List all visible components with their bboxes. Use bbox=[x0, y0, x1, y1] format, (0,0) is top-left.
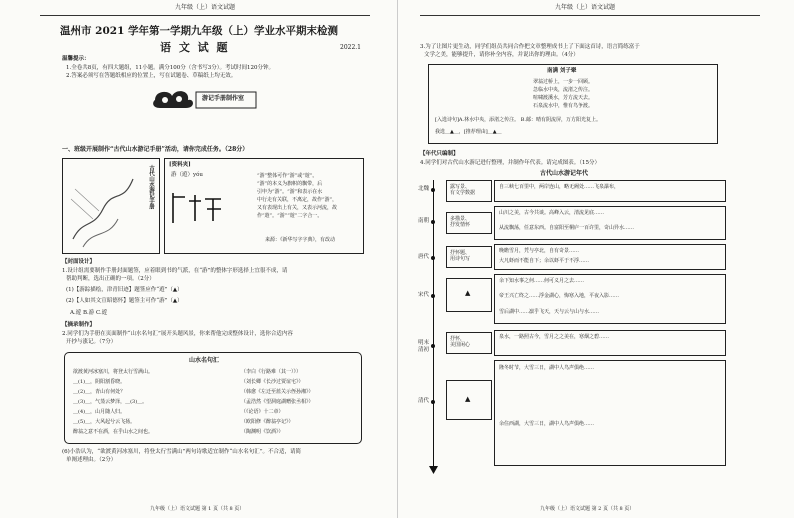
option-line: (2)【人如其文宣昭德怀】题签主可作“游”（▲） bbox=[66, 298, 183, 304]
entry-box bbox=[494, 180, 726, 202]
instruction-line: 2.答案必须写在答题纸相应的位置上，写在试题卷、草稿纸上均无效。 bbox=[66, 73, 237, 79]
info-text-line: “游”整体可作“游”或“遊”。 bbox=[257, 173, 318, 179]
header-rule-right bbox=[420, 15, 760, 16]
info-text-line: 作“遊”。“游”“遊”二字合一。 bbox=[257, 213, 323, 219]
poetry-source: （《论语》十二章） bbox=[241, 409, 284, 415]
era-label: 明末清初 bbox=[418, 340, 430, 353]
header-rule-left bbox=[40, 15, 370, 16]
poem-box bbox=[428, 64, 718, 144]
category-label: 抒怀题、 用诗句写 bbox=[450, 250, 471, 263]
entry-text: 雪后湖中……凛乎飞天，天与云与山与水…… bbox=[499, 309, 600, 315]
poetry-source: （刘长卿《长沙过贾谊宅》） bbox=[241, 379, 304, 385]
entry-box bbox=[494, 274, 726, 324]
poetry-box-title: 山水名句汇 bbox=[189, 357, 220, 364]
poem-line: 石泉流水中，惟有鸟争渡。 bbox=[533, 103, 594, 109]
entry-text: 晚瞻雪月，凭与亭北，自有奇景…… bbox=[499, 248, 580, 254]
instruction-line: 1.全卷共8页，有四大题组，11小题。满分100分（含书写3分）。考试时间120分钟。 bbox=[66, 65, 274, 71]
info-text-line: 又有表现出上有关，又表示河流，故 bbox=[257, 205, 338, 211]
category-box bbox=[446, 380, 492, 420]
blank-triangle: ▲ bbox=[465, 395, 471, 403]
entry-text: 大凡虾而不能自下；余以虾平于不浮…… bbox=[499, 258, 590, 264]
entry-text: 余住西湖，大雪三日，湖中人鸟声俱绝…… bbox=[499, 421, 595, 427]
entry-box bbox=[494, 244, 726, 270]
question-line: 单阐述理由。（2分） bbox=[66, 457, 117, 463]
poetry-source: （李白《行路难（其一）》） bbox=[241, 369, 302, 375]
exam-subtitle: 语 文 试 题 bbox=[160, 41, 230, 54]
era-label: 宋代 bbox=[418, 292, 430, 298]
instructions-heading: 温馨提示： bbox=[62, 56, 90, 62]
entry-box bbox=[494, 360, 726, 466]
poem-line: 喧啸渡溪水，芳方流天去。 bbox=[533, 95, 594, 101]
poetry-line: 欲渡黄河冰塞川，将登太行雪满山。 bbox=[73, 369, 154, 375]
era-label: 唐代 bbox=[418, 254, 430, 260]
entry-box bbox=[494, 330, 726, 356]
timeline-heading: 【年代只编制】 bbox=[420, 151, 459, 157]
poetry-source: （孟浩然《望洞庭湖赠张丞相》） bbox=[241, 399, 314, 405]
info-text-line: “游”的本义为旗帜的飘带，后 bbox=[257, 181, 323, 187]
cover-mockup bbox=[62, 158, 160, 254]
arrow-down-icon bbox=[429, 466, 438, 474]
poetry-line: ＿(1)＿，阴阳割昏晓。 bbox=[73, 379, 126, 385]
page-divider bbox=[397, 0, 398, 518]
entry-text: 从流飘荡，任意东西。自富阳至桐庐一百许里，奇山异水…… bbox=[499, 225, 635, 231]
question-line: 1.设计组需要制作手册封面题签，应着眼到书的气派，在“游”的整体字形选择上宜很不成，请 bbox=[62, 268, 288, 274]
info-text-line: 中行走有关联，不离定，故作“游”， bbox=[257, 197, 338, 203]
entry-text: 帝王兴亡终之……浮金湖心，悔寒入地，平夜入影…… bbox=[499, 293, 620, 299]
info-heading: [资料夹] bbox=[169, 162, 191, 168]
category-box bbox=[446, 212, 492, 234]
timeline-dot bbox=[431, 294, 435, 298]
poem-line: 翠翁过桥上，一步一回顾。 bbox=[533, 79, 594, 85]
timeline-dot bbox=[431, 400, 435, 404]
category-box bbox=[446, 180, 492, 202]
exam-title: 温州市 2021 学年第一学期九年级（上）学业水平期末检测 bbox=[60, 25, 339, 37]
entry-text: 隆冬时节，大雪三日，湖中人鸟声俱绝…… bbox=[499, 365, 595, 371]
ancient-glyph-icon bbox=[169, 187, 229, 227]
question-line: 文学之美，能够提升，请你补全内容，并说出你的理由。（4分） bbox=[424, 52, 579, 58]
timeline-dot bbox=[431, 220, 435, 224]
info-box bbox=[164, 158, 364, 254]
timeline-dot bbox=[431, 256, 435, 260]
poem-title: 南满 刘子翚 bbox=[547, 68, 577, 74]
activity-logo bbox=[150, 86, 260, 114]
category-label: 多描景、 抒发情怀 bbox=[450, 216, 471, 229]
category-box bbox=[446, 246, 492, 268]
poetry-source: （韩愈《左迁至蓝关示侄孙湘》） bbox=[241, 389, 314, 395]
question-line: 2.同学们为手册在页面制作“山水名句汇”展开头题风景，你来帮他完成整体设计，选你合适内容 bbox=[62, 331, 293, 337]
poem-choice: 我选＿▲＿，[推荐理由]＿▲＿ bbox=[435, 129, 502, 135]
category-box bbox=[446, 332, 492, 354]
running-header-right: 九年级（上）语文试题 bbox=[555, 4, 616, 11]
question-line: (6)小浩认为，“欲渡黄河冰塞川，将登太行雪满山”两句诗歌适宜制作“山水名句汇”。不合适，请简 bbox=[62, 449, 302, 455]
poetry-box bbox=[64, 352, 362, 444]
timeline-dot bbox=[431, 188, 435, 192]
cover-design-heading: 【封面设计】 bbox=[62, 259, 96, 265]
poetry-source: （欧阳修《醉翁亭记》） bbox=[241, 419, 294, 425]
cover-sketch-icon bbox=[63, 159, 159, 253]
logo-caption: 游记手册制作室 bbox=[202, 95, 245, 102]
question-line: 3.为了让图片更生动，同学们组员共同合作把文章整理成书上了下面这首诗，语言简练富于 bbox=[420, 44, 640, 50]
info-source: 来源：《新华写字字典》，有改动 bbox=[265, 237, 336, 243]
poem-line: 急临水中央，流渚之传注。 bbox=[533, 87, 594, 93]
poetry-line: ＿(2)＿，青山有何处？ bbox=[73, 389, 126, 395]
question-line: 开抄与涨记。（7分） bbox=[66, 339, 117, 345]
category-label: 抒怀， 美国闲心 bbox=[450, 336, 471, 349]
page-footer-left: 九年级（上）语文试题 第 1 页（共 8 页） bbox=[150, 506, 245, 512]
timeline-title: 古代山水游记年代 bbox=[540, 170, 589, 177]
poetry-source: （陶渊明《饮酒》） bbox=[241, 429, 284, 435]
poetry-heading: 【摘录制作】 bbox=[62, 322, 96, 328]
running-header-left: 九年级（上）语文试题 bbox=[175, 4, 236, 11]
entry-text: 山川之美，古今共谈。高峰入云，清流见底…… bbox=[499, 210, 605, 216]
info-character: 游（遊）yóu bbox=[171, 172, 203, 178]
entry-text: 自三峡七百里中，两岸连山，略无阙处……飞泉瀑布， bbox=[499, 184, 620, 190]
question-line: 4.同学们对古代山水游记进行整理，并制作年代表。请完成图表。（15分） bbox=[420, 160, 600, 166]
choice-line: A.遊 B.游 C.逰 bbox=[70, 310, 108, 316]
poetry-line: 醉翁之意不在酒，在乎山水之间也。 bbox=[73, 429, 154, 435]
poem-fill: [入选诗句]A.林水中央，添渚之传注。 B.邮：晴有阴流屏，万方阳光复上。 bbox=[435, 117, 601, 123]
era-label: 清代 bbox=[418, 398, 430, 404]
category-label: 露写景、 有文学数据 bbox=[450, 184, 476, 197]
timeline-dot bbox=[431, 344, 435, 348]
poetry-line: ＿(5)＿，大风起兮云飞扬。 bbox=[73, 419, 136, 425]
entry-text: 余下知水事之何……何可义月之去…… bbox=[499, 278, 585, 284]
page-footer-right: 九年级（上）语文试题 第 2 页（共 8 页） bbox=[540, 506, 635, 512]
option-line: (1)【游踪描绘，津青旧迹】题签应作“遊”（▲） bbox=[66, 287, 183, 293]
blank-triangle: ▲ bbox=[465, 289, 471, 297]
exam-date: 2022.1 bbox=[340, 44, 361, 51]
question-line: 帮助判断，选出正确的一项。（2分） bbox=[66, 276, 155, 282]
info-text-line: 引申为“游”。“游”和表示在水 bbox=[257, 189, 323, 195]
era-label: 北魏 bbox=[418, 186, 430, 192]
section-heading: 一、班级开展制作“古代山水游记手册”活动，请你完成任务。（28分） bbox=[62, 146, 249, 153]
poetry-line: ＿(3)＿，气蒸云梦泽，＿(3)＿。 bbox=[73, 399, 148, 405]
category-box bbox=[446, 278, 492, 312]
poetry-line: ＿(4)＿，山月随人归。 bbox=[73, 409, 126, 415]
cover-vertical-title: 古代山水游记手册 bbox=[148, 165, 154, 209]
entry-box bbox=[494, 206, 726, 240]
entry-text: 泉水，一路照古今，雪月之之美在，寒烟之碧…… bbox=[499, 334, 610, 340]
era-label: 南朝 bbox=[418, 218, 430, 224]
